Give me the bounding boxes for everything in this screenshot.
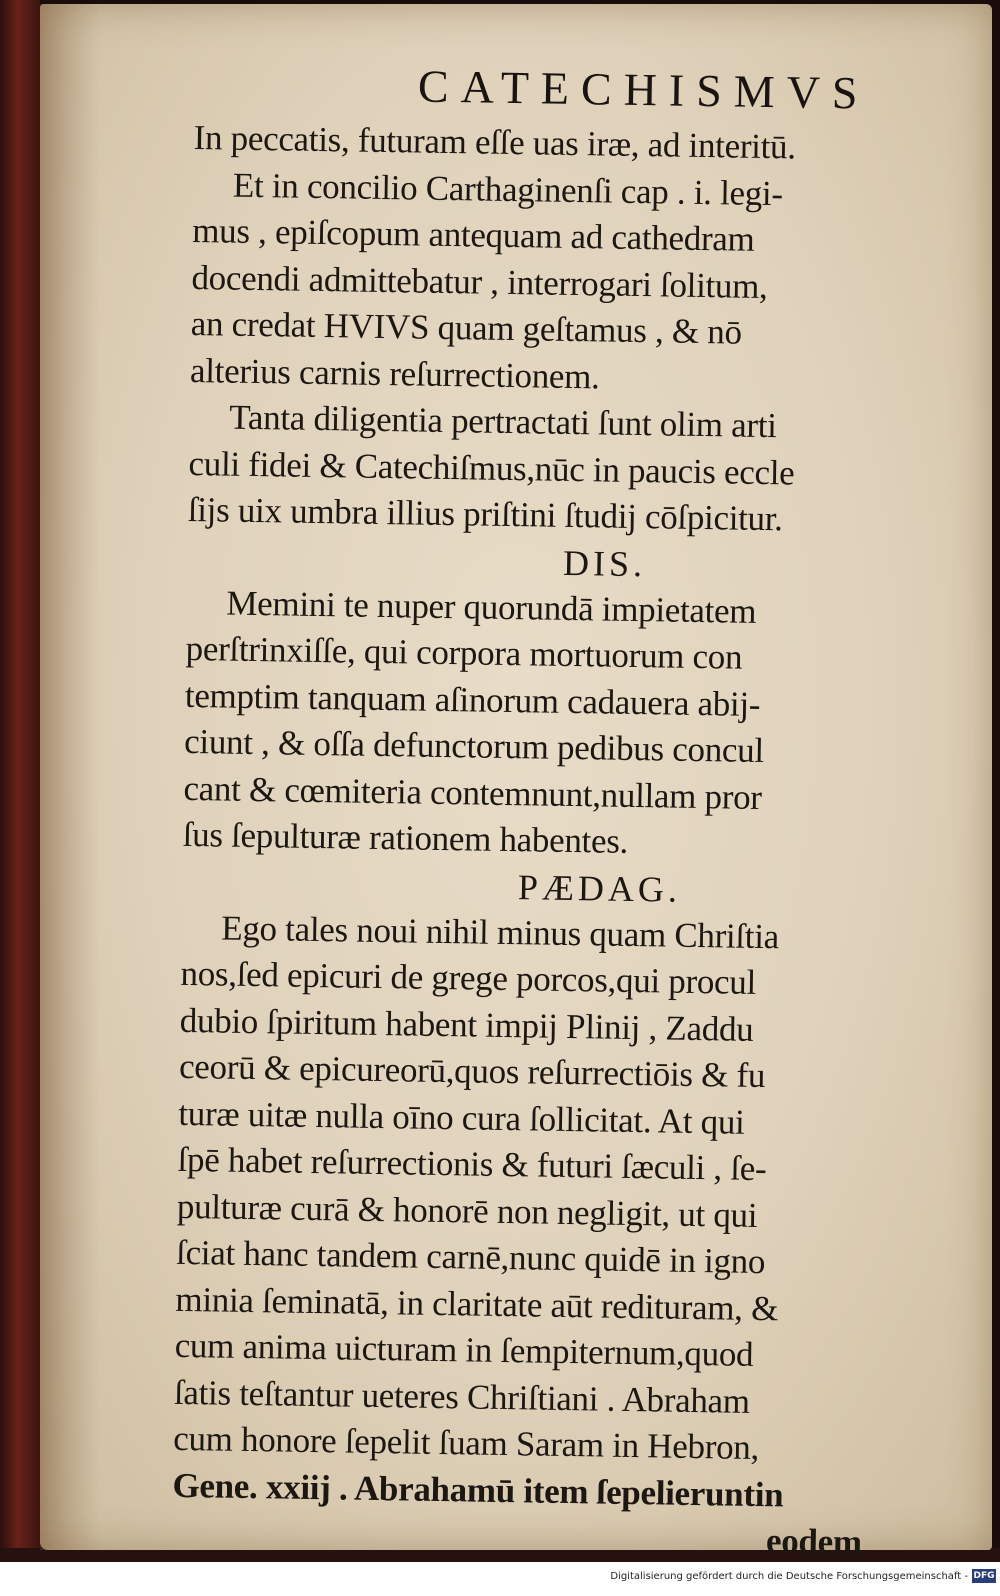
speaker-label-paedag: PÆDAG. xyxy=(517,866,682,910)
text-line: dubio ſpiritum habent impij Plinij , Zaddu xyxy=(179,1000,754,1049)
paragraph-2 xyxy=(187,394,934,545)
paragraph-4 xyxy=(171,904,926,1567)
text-line: Tanta diligentia pertractati ſunt olim arti xyxy=(229,397,777,446)
running-title: CATECHISMVS xyxy=(417,60,870,119)
text-line: nos,ſed epicuri de grege porcos,qui procul xyxy=(180,953,757,1002)
text-line: minia ſeminatā, in claritate aūt redituram, & xyxy=(175,1279,779,1328)
book-page xyxy=(40,4,992,1562)
text-line: ſciat hanc tandem carnē,nunc quidē in igno xyxy=(175,1232,766,1282)
text-line: an credat HVIVS quam geſtamus , & nō xyxy=(190,303,743,352)
text-line: ſijs uix umbra illius priſtini ſtudij cōſpicitur. xyxy=(187,489,783,539)
page-text-block xyxy=(171,56,939,1567)
text-line: ciunt , & oſſa defunctorum pedibus concul xyxy=(183,721,765,771)
funding-credit: Digitalisierung gefördert durch die Deutsche Forschungsgemeinschaft - xyxy=(610,1571,968,1582)
text-line: Memini te nuper quorundā impietatem xyxy=(226,583,757,631)
text-line: culi fidei & Catechiſmus,nūc in paucis eccle xyxy=(188,443,795,492)
text-line: Gene. xxiij . Abrahamū item ſepelieruntin xyxy=(172,1465,784,1514)
text-line: Ego tales noui nihil minus quam Chriſtia xyxy=(221,908,780,956)
text-line: cum honore ſepelit ſuam Saram in Hebron, xyxy=(172,1418,760,1468)
text-line: temptim tanquam aſinorum cadauera abij- xyxy=(184,675,761,724)
scan-left-border xyxy=(0,0,40,1560)
text-line: mus , epiſcopum antequam ad cathedram xyxy=(191,210,755,259)
text-line: cant & cœmiteria contemnunt,nullam pror xyxy=(183,768,763,817)
text-line: In peccatis, futuram eſſe uas iræ, ad interitū. xyxy=(193,117,797,167)
speaker-label-dis: DIS. xyxy=(562,542,647,584)
text-line: alterius carnis reſurrectionem. xyxy=(189,350,600,396)
catchword: eodem xyxy=(765,1521,863,1562)
dfg-logo: DFG xyxy=(973,1571,995,1581)
paragraph-1 xyxy=(190,115,939,406)
text-line: ſus ſepulturæ rationem habentes. xyxy=(182,814,629,861)
text-line: ceorū & epicureorū,quos reſurrectiōis & fu xyxy=(178,1046,766,1096)
text-line: ſpē habet reſurrectionis & futuri ſæculi , ſe- xyxy=(177,1139,767,1189)
text-line: Et in concilio Carthaginenſi cap . i. legi- xyxy=(232,165,784,213)
text-line: pulturæ curā & honorē non negligit, ut qui xyxy=(176,1186,758,1235)
text-line: turæ uitæ nulla oīno cura ſollicitat. At qui xyxy=(178,1093,745,1142)
paragraph-3 xyxy=(182,579,931,870)
text-line: ſatis teſtantur ueteres Chriſtiani . Abraham xyxy=(173,1372,751,1421)
text-line: perſtrinxiſſe, qui corpora mortuorum con xyxy=(185,628,743,677)
digitization-footer xyxy=(0,1562,1000,1596)
text-line: docendi admittebatur , interrogari ſolitum, xyxy=(191,257,768,306)
text-line: cum anima uicturam in ſempiternum,quod xyxy=(174,1325,754,1374)
